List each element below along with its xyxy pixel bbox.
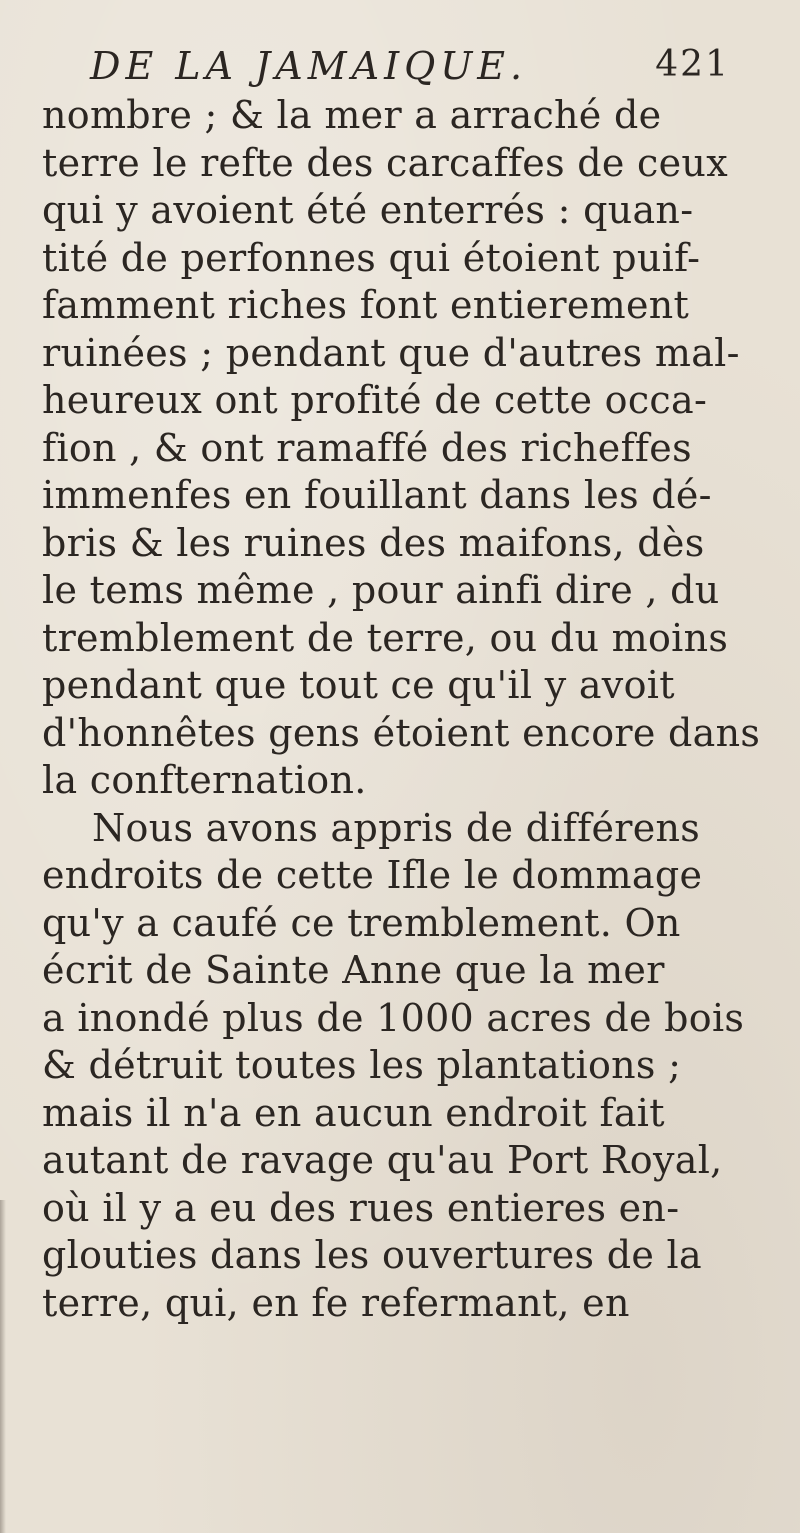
text-line: qu'y a caufé ce tremblement. On <box>42 900 681 945</box>
text-line: autant de ravage qu'au Port Royal, <box>42 1138 723 1182</box>
text-line: pendant que tout ce qu'il y avoit <box>42 663 675 707</box>
text-line: endroits de cette Ifle le dommage <box>42 853 703 897</box>
text-line: où il y a eu des rues entieres en- <box>42 1185 680 1230</box>
body-text <box>42 92 762 1327</box>
text-line: terre le refte des carcaffes de ceux <box>42 140 728 185</box>
page-header <box>90 44 730 94</box>
text-line: famment riches font entierement <box>42 283 690 327</box>
text-line: terre, qui, en fe refermant, en <box>42 1280 630 1325</box>
text-line: heureux ont profité de cette occa- <box>42 378 708 422</box>
text-line: écrit de Sainte Anne que la mer <box>42 948 665 992</box>
text-line: & détruit toutes les plantations ; <box>42 1043 682 1087</box>
text-line: fion , & ont ramaffé des richeffes <box>42 425 692 470</box>
text-line: a inondé plus de 1000 acres de bois <box>42 995 745 1040</box>
page-edge-shadow <box>0 1200 6 1533</box>
paragraph-start-line: Nous avons appris de différens <box>92 805 701 850</box>
text-line: tremblement de terre, ou du moins <box>42 615 729 660</box>
text-line: nombre ; & la mer a arraché de <box>42 93 662 137</box>
text-line: mais il n'a en aucun endroit fait <box>42 1090 665 1135</box>
page-number: 421 <box>655 44 730 85</box>
text-line: immenfes en fouillant dans les dé- <box>42 473 712 517</box>
text-line: le tems même , pour ainfi dire , du <box>42 568 720 612</box>
text-line: glouties dans les ouvertures de la <box>42 1233 702 1277</box>
text-line: d'honnêtes gens étoient encore dans <box>42 710 761 755</box>
text-line: la confternation. <box>42 758 367 802</box>
text-line: tité de perfonnes qui étoient puif- <box>42 235 701 280</box>
text-line: qui y avoient été enterrés : quan- <box>42 188 694 232</box>
running-head: DE LA JAMAIQUE. <box>90 44 528 88</box>
text-line: bris & les ruines des maifons, dès <box>42 520 705 565</box>
text-line: ruinées ; pendant que d'autres mal- <box>42 330 740 375</box>
